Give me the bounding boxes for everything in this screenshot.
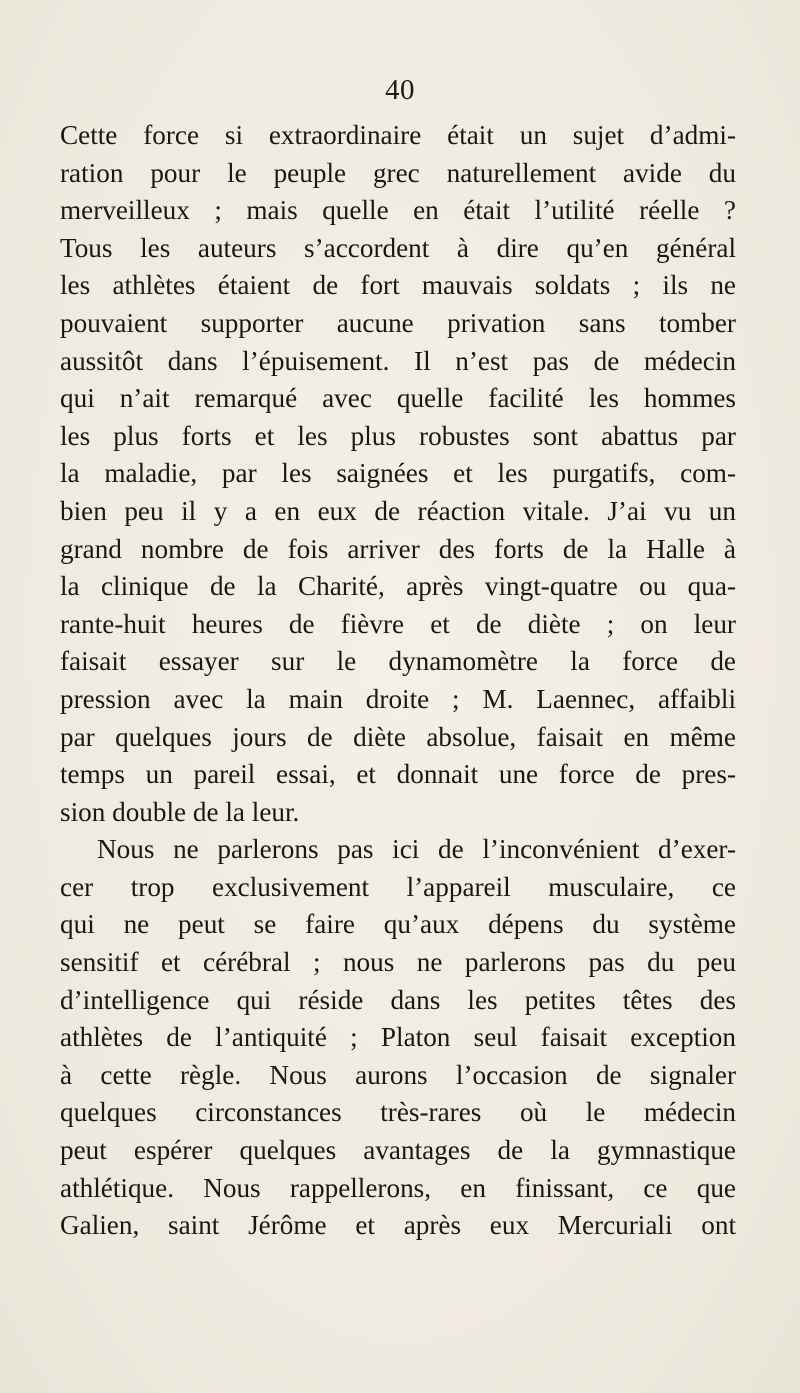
- text-line: quelques circonstances très-rares où le médecin: [60, 1097, 736, 1128]
- text-line: par quelques jours de diète absolue, faisait en même: [60, 721, 736, 752]
- text-line: athlètes de l’antiquité ; Platon seul faisait exception: [60, 1022, 736, 1053]
- text-line: la clinique de la Charité, après vingt-quatre ou qua-: [60, 571, 736, 602]
- text-line: merveilleux ; mais quelle en était l’utilité réelle ?: [60, 195, 736, 226]
- text-line: pression avec la main droite ; M. Laennec, affaibli: [60, 683, 736, 714]
- text-line: Cette force si extraordinaire était un sujet d’admi-: [60, 120, 736, 150]
- paragraph-end-line: sion double de la leur.: [60, 796, 300, 827]
- text-line: les athlètes étaient de fort mauvais soldats ; ils ne: [60, 270, 736, 301]
- text-line: rante-huit heures de fièvre et de diète ; on leur: [60, 608, 736, 639]
- text-line: ration pour le peuple grec naturellement avide du: [60, 157, 736, 188]
- text-line: grand nombre de fois arriver des forts de la Halle à: [60, 533, 736, 564]
- text-line: qui n’ait remarqué avec quelle facilité les hommes: [60, 383, 736, 414]
- text-line: d’intelligence qui réside dans les petites têtes des: [60, 984, 736, 1015]
- text-line: bien peu il y a en eux de réaction vitale. J’ai vu un: [60, 495, 736, 526]
- text-line: peut espérer quelques avantages de la gymnastique: [60, 1135, 736, 1166]
- text-line: la maladie, par les saignées et les purgatifs, com-: [60, 458, 736, 489]
- text-line: faisait essayer sur le dynamomètre la force de: [60, 646, 736, 677]
- text-line: les plus forts et les plus robustes sont abattus par: [60, 420, 736, 451]
- text-line: athlétique. Nous rappellerons, en finissant, ce que: [60, 1172, 736, 1203]
- text-line: cer trop exclusivement l’appareil musculaire, ce: [60, 871, 736, 902]
- text-line: temps un pareil essai, et donnait une force de pres-: [60, 759, 736, 790]
- text-line: qui ne peut se faire qu’aux dépens du système: [60, 909, 736, 940]
- paragraph-start-line: Nous ne parlerons pas ici de l’inconvénient d’exer-: [97, 834, 736, 865]
- text-line: aussitôt dans l’épuisement. Il n’est pas de médecin: [60, 345, 736, 376]
- text-line: à cette règle. Nous aurons l’occasion de signaler: [60, 1059, 736, 1090]
- text-line: pouvaient supporter aucune privation sans tomber: [60, 307, 736, 338]
- text-line: sensitif et cérébral ; nous ne parlerons pas du peu: [60, 947, 736, 978]
- page-number: 40: [385, 74, 415, 106]
- text-line: Galien, saint Jérôme et après eux Mercuriali ont: [60, 1210, 736, 1241]
- text-line: Tous les auteurs s’accordent à dire qu’en général: [60, 232, 736, 263]
- body-text: [60, 117, 736, 1245]
